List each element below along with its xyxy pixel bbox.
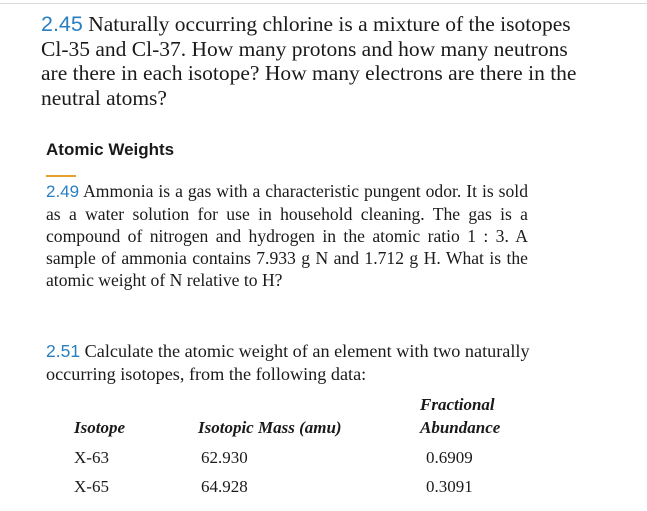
cell-mass: 64.928 bbox=[201, 477, 248, 496]
header-isotope: Isotope bbox=[74, 418, 125, 437]
problem-text: Naturally occurring chlorine is a mixture of the isotopes Cl-35 and Cl-37. How many protons and how many neutrons are there in each isotope? How many electrons are there in the neutral atoms? bbox=[41, 12, 577, 110]
cell-abundance: 0.3091 bbox=[426, 477, 473, 496]
problem-number: 2.51 bbox=[46, 341, 81, 361]
cell-abundance: 0.6909 bbox=[426, 448, 473, 467]
header-abundance-line2: Abundance bbox=[420, 418, 501, 437]
problem-2-51 bbox=[46, 340, 546, 385]
top-divider bbox=[0, 3, 647, 4]
problem-2-45 bbox=[41, 12, 593, 110]
problem-text: Calculate the atomic weight of an element with two naturally occurring isotopes, from the following data: bbox=[46, 341, 530, 384]
cell-isotope: X-65 bbox=[74, 477, 109, 496]
cell-mass: 62.930 bbox=[201, 448, 248, 467]
section-accent-rule bbox=[46, 175, 76, 177]
problem-number: 2.49 bbox=[46, 182, 80, 201]
cell-isotope: X-63 bbox=[74, 448, 109, 467]
problem-2-49 bbox=[46, 180, 528, 291]
header-abundance-line1: Fractional bbox=[420, 395, 495, 414]
header-mass: Isotopic Mass (amu) bbox=[198, 418, 342, 437]
section-heading: Atomic Weights bbox=[46, 140, 175, 159]
problem-text: Ammonia is a gas with a characteristic pungent odor. It is sold as a water solution for use in household cleaning. The gas is a compound of nitrogen and hydrogen in the atomic ratio 1 : 3. A sample of ammonia contains 7.933 g N and 1.712 g H. What is the atomic weight of N relative to H? bbox=[46, 181, 528, 290]
problem-number: 2.45 bbox=[41, 12, 83, 36]
